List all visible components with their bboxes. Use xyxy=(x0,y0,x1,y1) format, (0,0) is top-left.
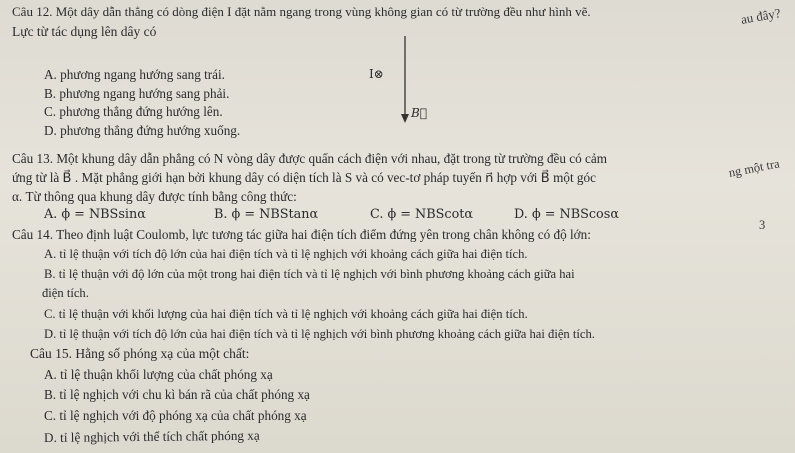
q14-option-a: A. tỉ lệ thuận với tích độ lớn của hai điện tích và tỉ lệ nghịch với khoảng cách giữa hai điện tích. xyxy=(44,247,528,261)
q12-stem: Lực từ tác dụng lên dây có xyxy=(12,24,157,39)
q15-title: Câu 15. Hằng số phóng xạ của một chất: xyxy=(30,346,250,361)
q14-title: Câu 14. Theo định luật Coulomb, lực tương tác giữa hai điện tích điểm đứng yên trong chân không có độ lớn: xyxy=(12,227,591,242)
q13-option-d: D. ϕ = NBScosα xyxy=(514,207,619,222)
q15-option-b: B. tỉ lệ nghịch với chu kì bán rã của chất phóng xạ xyxy=(44,387,310,402)
q15-option-c: C. tỉ lệ nghịch với độ phóng xạ của chất phóng xạ xyxy=(44,408,307,423)
q12-title: Câu 12. Một dây dẫn thẳng có dòng điện I đặt nằm ngang trong vùng không gian có từ trường đều như hình vẽ. xyxy=(12,4,591,19)
q12-option-c: C. phương thẳng đứng hướng lên. xyxy=(44,104,223,119)
q13-option-c: C. ϕ = NBScotα xyxy=(370,207,474,222)
q15-option-d: D. tỉ lệ nghịch với thể tích chất phóng xạ xyxy=(43,427,260,445)
current-into-page-label: I⊗ xyxy=(369,67,384,81)
margin-note-number: 3 xyxy=(759,218,766,232)
margin-note-top: au đây? xyxy=(739,5,782,27)
q14-option-c: C. tỉ lệ thuận với khối lượng của hai điện tích và tỉ lệ nghịch với khoảng cách giữa hai điện tích. xyxy=(44,307,528,321)
q12-option-a: A. phương ngang hướng sang trái. xyxy=(44,67,225,82)
q13-option-b: B. ϕ = NBStanα xyxy=(214,207,319,222)
magnetic-field-diagram xyxy=(365,34,428,134)
q13-stem-line3: α. Từ thông qua khung dây được tính bằng công thức: xyxy=(12,189,297,204)
q15-option-a: A. tỉ lệ thuận khối lượng của chất phóng xạ xyxy=(44,367,273,382)
q12-option-b: B. phương ngang hướng sang phải. xyxy=(44,86,230,101)
q14-option-d: D. tỉ lệ thuận với tích độ lớn của hai điện tích và tỉ lệ nghịch với bình phương khoảng cách giữa hai điện tích. xyxy=(44,327,595,341)
q12-option-d: D. phương thẳng đứng hướng xuống. xyxy=(44,123,241,138)
q13-option-a: A. ϕ = NBSsinα xyxy=(44,207,146,222)
q14-option-b-cont: điện tích. xyxy=(42,286,89,300)
field-b-label: B⃗ xyxy=(411,106,428,120)
q14-option-b: B. tỉ lệ thuận với độ lớn của một trong hai điện tích và tỉ lệ nghịch với bình phương khoảng cách giữa hai xyxy=(44,267,575,281)
margin-note-mid: ng một tra xyxy=(727,156,781,180)
q13-title: Câu 13. Một khung dây dẫn phẳng có N vòng dây được quấn cách điện với nhau, đặt trong từ trường đều có cảm xyxy=(12,151,608,166)
q13-stem-line2: ứng từ là B⃗ . Mặt phẳng giới hạn bởi khung dây có diện tích là S và có vec-tơ pháp tuyến n⃗ hợp với B⃗ một góc xyxy=(12,170,596,185)
